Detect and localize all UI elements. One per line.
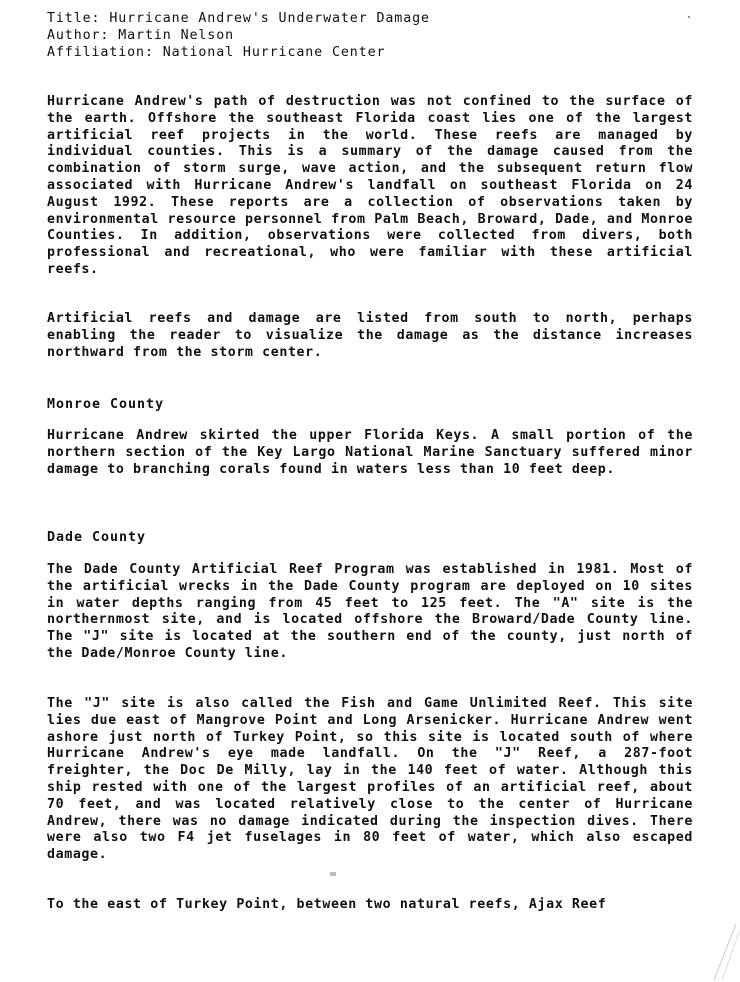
scan-speck	[688, 16, 690, 18]
intro-paragraph: Hurricane Andrew's path of destruction was not confined to the surface of the earth. Offshore the southeast Florida coast lies one of the largest artificial reef projects in the world. These reefs are managed by individual counties. This is a summary of the damage caused from the combination of storm surge, wave action, and the subsequent return flow associated with Hurricane Andrew's landfall on southeast Florida on 24 August 1992. These reports are a collection of observations taken by environmental resource personnel from Palm Beach, Broward, Dade, and Monroe Counties. In addition, observations were collected from divers, both professional and recreational, who were familiar with these artificial reefs.	[47, 94, 693, 277]
title-line: Title: Hurricane Andrew's Underwater Damage	[47, 11, 430, 26]
scan-smudge	[330, 872, 336, 876]
ordering-paragraph: Artificial reefs and damage are listed from south to north, perhaps enabling the reader to visualize the damage as the distance increases northward from the storm center.	[47, 311, 693, 360]
dade-county-heading: Dade County	[47, 530, 147, 545]
monroe-county-paragraph: Hurricane Andrew skirted the upper Florida Keys. A small portion of the northern section of the Key Largo National Marine Sanctuary suffered minor damage to branching corals found in waters less than 10 feet deep.	[47, 428, 693, 477]
page-corner-mark	[700, 922, 740, 982]
document-header	[47, 10, 430, 61]
dade-county-paragraph-3: To the east of Turkey Point, between two natural reefs, Ajax Reef	[47, 897, 607, 912]
monroe-county-heading: Monroe County	[47, 397, 165, 412]
affiliation-line: Affiliation: National Hurricane Center	[47, 45, 386, 60]
author-line: Author: Martin Nelson	[47, 28, 235, 43]
dade-county-paragraph-1: The Dade County Artificial Reef Program was established in 1981. Most of the artificial wrecks in the Dade County program are deployed on 10 sites in water depths ranging from 45 feet to 125 feet. The "A" site is the northernmost site, and is located offshore the Broward/Dade County line. The "J" site is located at the southern end of the county, just north of the Dade/Monroe County line.	[47, 562, 693, 661]
dade-county-paragraph-2: The "J" site is also called the Fish and Game Unlimited Reef. This site lies due east of Mangrove Point and Long Arsenicker. Hurricane Andrew went ashore just north of Turkey Point, so this site is located south of where Hurricane Andrew's eye made landfall. On the "J" Reef, a 287-foot freighter, the Doc De Milly, lay in the 140 feet of water. Although this ship rested with one of the largest profiles of an artificial reef, about 70 feet, and was located relatively close to the center of Hurricane Andrew, there was no damage indicated during the inspection dives. There were also two F4 jet fuselages in 80 feet of water, which also escaped damage.	[47, 696, 693, 863]
